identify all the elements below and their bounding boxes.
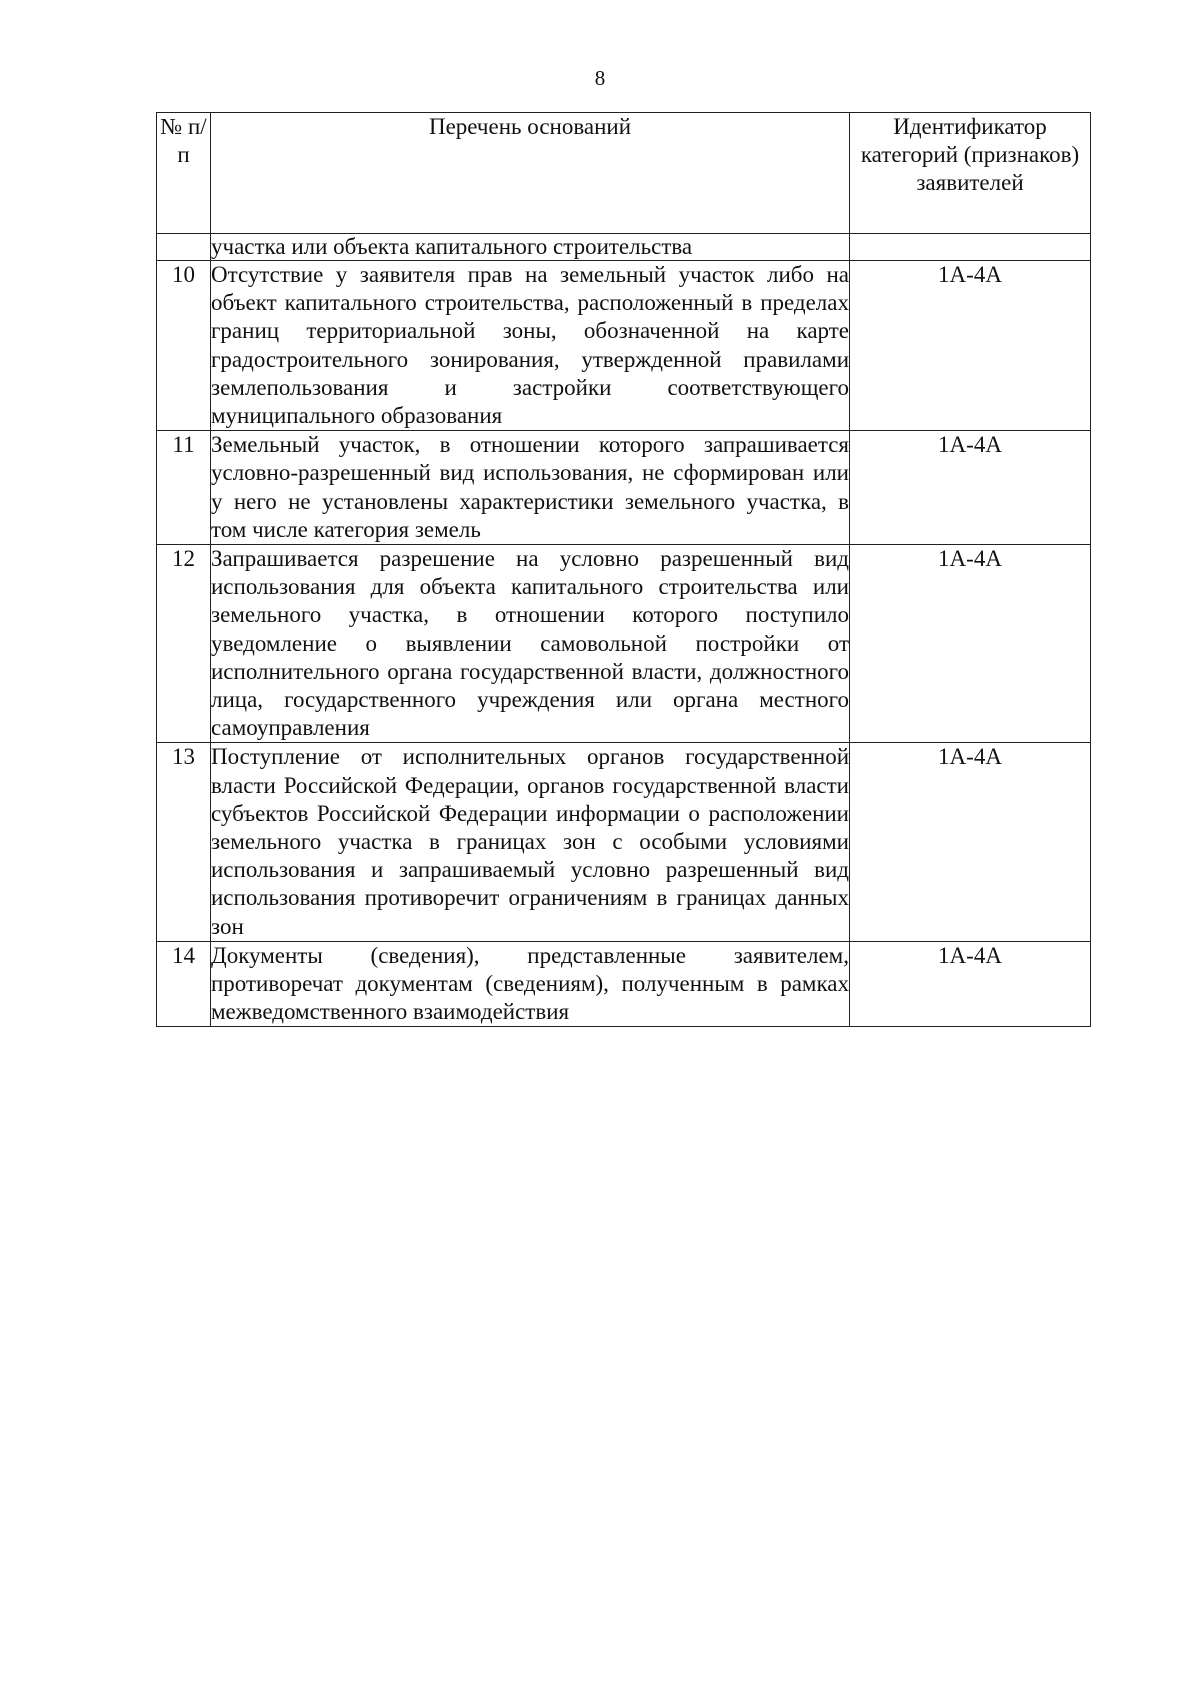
header-applicant-category-id: Идентификатор категорий (признаков) заявителей xyxy=(850,113,1091,234)
row-grounds-text xyxy=(211,545,850,743)
table-row xyxy=(157,545,1091,743)
table-header-row xyxy=(157,113,1091,234)
row-grounds-text xyxy=(211,743,850,941)
row-category-id: 1А-4А xyxy=(850,261,1091,431)
row-grounds-text xyxy=(211,431,850,545)
header-number: № п/п xyxy=(157,113,211,234)
row-category-id: 1А-4А xyxy=(850,743,1091,941)
table-row xyxy=(157,261,1091,431)
row-grounds-text-content: Запрашивается разрешение на условно разрешенный вид использования для объекта капитального строительства или земельного участка, в отношении которого поступило уведомление о выявлении самовольной постройки от исполнительного органа государственной власти, должностного лица, государственного учреждения или органа местного самоуправления xyxy=(211,546,849,741)
row-category-id xyxy=(850,234,1091,261)
row-grounds-text xyxy=(211,261,850,431)
row-grounds-text xyxy=(211,941,850,1027)
row-category-id: 1А-4А xyxy=(850,941,1091,1027)
table-row xyxy=(157,431,1091,545)
row-grounds-text-content: Документы (сведения), представленные заявителем, противоречат документам (сведениям), полученным в рамках межведомственного взаимодействия xyxy=(211,942,849,1025)
header-grounds-list: Перечень оснований xyxy=(211,113,850,234)
row-number: 12 xyxy=(157,545,211,743)
page-number: 8 xyxy=(594,66,606,90)
row-number: 11 xyxy=(157,431,211,545)
table-row-continuation xyxy=(157,234,1091,261)
row-number: 13 xyxy=(157,743,211,941)
row-number: 14 xyxy=(157,941,211,1027)
row-category-id: 1А-4А xyxy=(850,431,1091,545)
row-category-id: 1А-4А xyxy=(850,545,1091,743)
table-row xyxy=(157,743,1091,941)
row-grounds-text: участка или объекта капитального строительства xyxy=(211,234,850,261)
table-row xyxy=(157,941,1091,1027)
row-grounds-text-content: Поступление от исполнительных органов государственной власти Российской Федерации, органов государственной власти субъектов Российской Федерации информации о расположении земельного участка в границах зон с особыми условиями использования и запрашиваемый условно разрешенный вид использования противоречит ограничениям в границах данных зон xyxy=(211,744,849,939)
row-number: 10 xyxy=(157,261,211,431)
row-grounds-text-content: Отсутствие у заявителя прав на земельный участок либо на объект капитального строительства, расположенный в пределах границ территориальной зоны, обозначенной на карте градостроительного зонирования, утвержденной правилами землепользования и застройки соответствующего муниципального образования xyxy=(211,262,849,429)
row-number xyxy=(157,234,211,261)
row-grounds-text-content: Земельный участок, в отношении которого запрашивается условно-разрешенный вид использования, не сформирован или у него не установлены характеристики земельного участка, в том числе категория земель xyxy=(211,432,849,542)
grounds-table xyxy=(156,112,1091,1027)
